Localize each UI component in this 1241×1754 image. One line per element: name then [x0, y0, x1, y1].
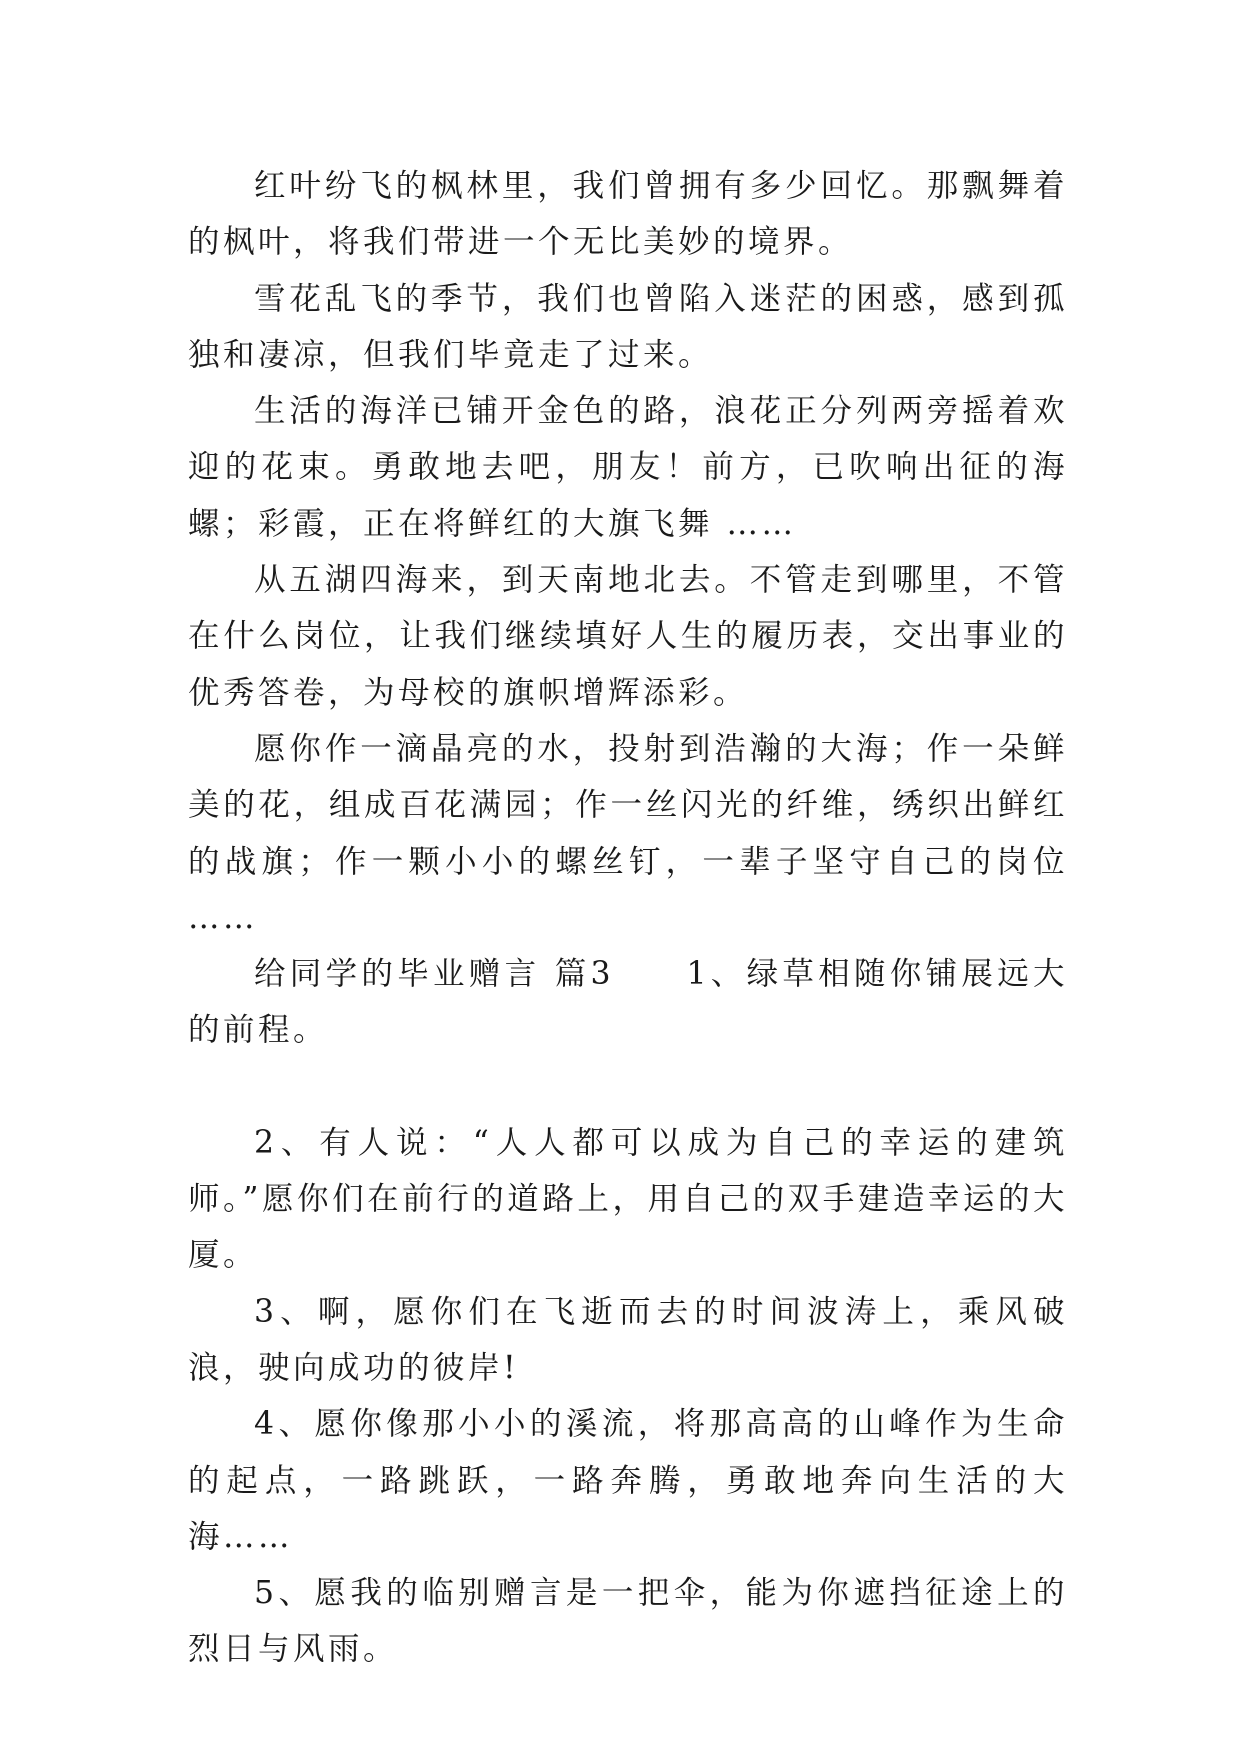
paragraph-sea-of-life: 生活的海洋已铺开金色的路，浪花正分列两旁摇着欢迎的花束。勇敢地去吧，朋友！前方，已吹响出征的海螺；彩霞，正在将鲜红的大旗飞舞 …… [188, 393, 1068, 542]
paragraph-five-lakes: 从五湖四海来，到天南地北去。不管走到哪里，不管在什么岗位，让我们继续填好人生的履历表，交出事业的优秀答卷，为母校的旗帜增辉添彩。 [188, 562, 1068, 711]
paragraph-maple-forest: 红叶纷飞的枫林里，我们曾拥有多少回忆。那飘舞着的枫叶，将我们带进一个无比美妙的境界。 [188, 168, 1068, 261]
paragraph-snow-season: 雪花乱飞的季节，我们也曾陷入迷茫的困惑，感到孤独和凄凉，但我们毕竟走了过来。 [188, 280, 1068, 373]
document-body [188, 158, 1068, 1678]
paragraph-drop-of-water: 愿你作一滴晶亮的水，投射到浩瀚的大海；作一朵鲜美的花，组成百花满园；作一丝闪光的纤维，绣织出鲜红的战旗；作一颗小小的螺丝钉，一辈子坚守自己的岗位 …… [188, 730, 1068, 936]
paragraph-item-4: 4、愿你像那小小的溪流，将那高高的山峰作为生命的起点，一路跳跃，一路奔腾，勇敢地奔向生活的大海…… [188, 1406, 1068, 1555]
paragraph-item-5: 5、愿我的临别赠言是一把伞，能为你遮挡征途上的烈日与风雨。 [188, 1575, 1068, 1668]
section-heading-paragraph: 给同学的毕业赠言 篇3 1、绿草相随你铺展远大的前程。 [188, 956, 1068, 1049]
paragraph-item-3: 3、啊，愿你们在飞逝而去的时间波涛上，乘风破浪，驶向成功的彼岸! [188, 1293, 1068, 1386]
paragraph-item-2: 2、有人说：“人人都可以成为自己的幸运的建筑师。”愿你们在前行的道路上，用自己的双手建造幸运的大厦。 [188, 1124, 1068, 1274]
